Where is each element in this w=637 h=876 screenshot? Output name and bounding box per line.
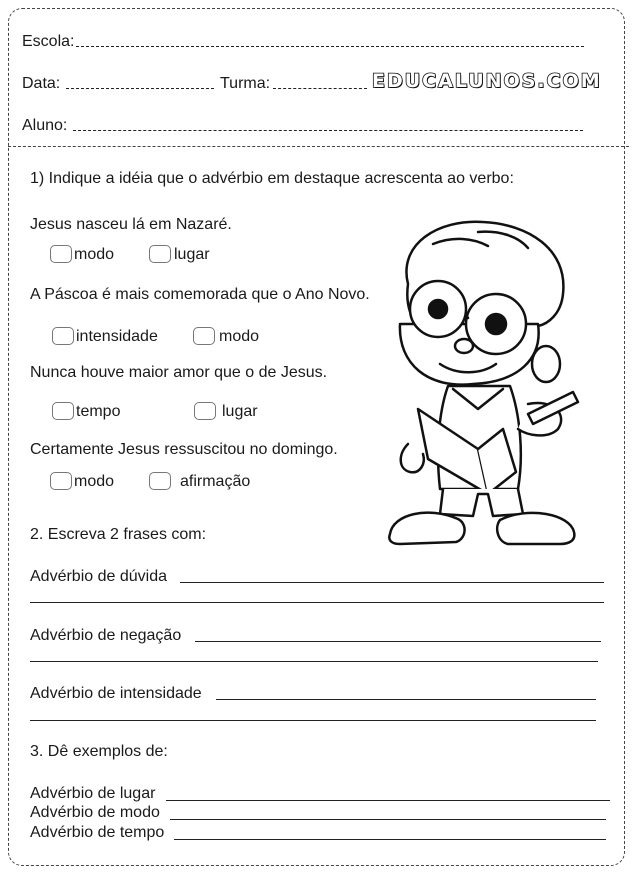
turma-field[interactable] [273,88,367,89]
question-4-sentence: Certamente Jesus ressuscitou no domingo. [30,441,338,458]
turma-label: Turma: [220,75,271,92]
modo-label: Advérbio de modo [30,804,160,821]
section2-instruction: 2. Escreva 2 frases com: [30,526,207,543]
tempo-answer-line[interactable] [174,839,606,840]
q4-option-modo-label: modo [74,473,115,490]
tempo-label: Advérbio de tempo [30,824,165,841]
q1-option-lugar-label: lugar [174,246,210,263]
q2-option-modo-label: modo [219,328,260,345]
q2-option-intensidade-label: intensidade [76,328,158,345]
q4-option-modo-checkbox[interactable] [50,472,72,490]
q2-option-modo-checkbox[interactable] [193,327,215,345]
escola-label: Escola: [22,33,75,50]
q1-option-modo-label: modo [74,246,115,263]
question-1-sentence: Jesus nasceu lá em Nazaré. [30,216,232,233]
question-3-sentence: Nunca houve maior amor que o de Jesus. [30,364,328,381]
section3-instruction: 3. Dê exemplos de: [30,743,168,760]
q3-option-tempo-checkbox[interactable] [52,402,74,420]
header-divider [8,146,629,147]
aluno-field[interactable] [73,130,583,131]
q1-option-modo-checkbox[interactable] [50,245,72,263]
q4-option-afirmacao-checkbox[interactable] [149,472,171,490]
escola-field[interactable] [76,46,584,47]
negacao-answer-line-2[interactable] [30,661,598,662]
duvida-answer-line-2[interactable] [30,602,604,603]
cartoon-student-icon [378,214,588,554]
intensidade-label: Advérbio de intensidade [30,685,202,702]
q3-option-tempo-label: tempo [76,403,121,420]
duvida-label: Advérbio de dúvida [30,568,167,585]
question-2-sentence: A Páscoa é mais comemorada que o Ano Novo. [30,286,370,303]
q4-option-afirmacao-label: afirmação [180,473,251,490]
intensidade-answer-line-1[interactable] [216,699,596,700]
q3-option-lugar-checkbox[interactable] [194,402,216,420]
q1-option-lugar-checkbox[interactable] [149,245,171,263]
intensidade-answer-line-2[interactable] [30,720,596,721]
lugar-answer-line[interactable] [166,800,610,801]
section1-instruction: 1) Indique a idéia que o advérbio em destaque acrescenta ao verbo: [30,170,514,187]
data-label: Data: [22,75,61,92]
negacao-answer-line-1[interactable] [195,641,601,642]
q3-option-lugar-label: lugar [222,403,258,420]
q2-option-intensidade-checkbox[interactable] [52,327,74,345]
aluno-label: Aluno: [22,117,68,134]
data-field[interactable] [66,88,214,89]
educalunos-logo: EDUCALUNOS.COM [372,70,602,92]
negacao-label: Advérbio de negação [30,627,182,644]
lugar-label: Advérbio de lugar [30,785,156,802]
duvida-answer-line-1[interactable] [180,582,604,583]
modo-answer-line[interactable] [170,819,606,820]
